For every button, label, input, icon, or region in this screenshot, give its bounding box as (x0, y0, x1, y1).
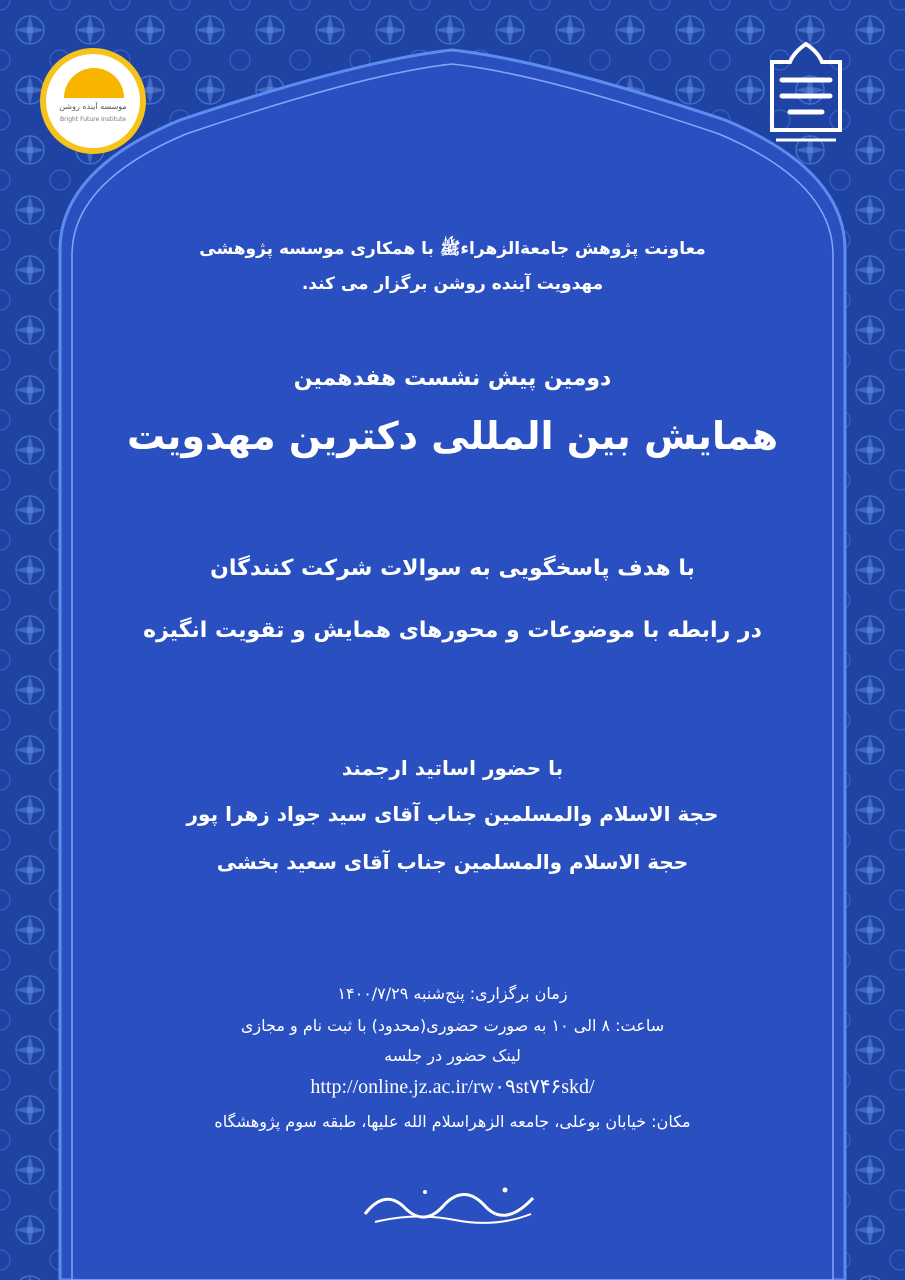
speaker-2: حجة الاسلام والمسلمین جناب آقای سعید بخشی (216, 850, 689, 874)
calligraphy-signature-icon (355, 1178, 545, 1230)
speakers-heading: با حضور اساتید ارجمند (341, 756, 564, 780)
purpose-line-1: با هدف پاسخگویی به سوالات شرکت کنندگان (210, 556, 695, 581)
institute-logo-subtext: Bright Future Institute (59, 116, 127, 123)
institute-logo-text: موسسه آینده روشن (59, 102, 127, 111)
event-title: همایش بین المللی دکترین مهدویت (126, 414, 779, 458)
meeting-link[interactable]: http://online.jz.ac.ir/rw۰۹st۷۴۶skd/ (310, 1076, 595, 1098)
sun-icon (64, 68, 124, 98)
link-label: لینک حضور در جلسه (384, 1046, 521, 1065)
institute-logo (40, 48, 146, 154)
intro-line-2: مهدویت آینده روشن برگزار می کند. (301, 274, 604, 294)
jamiat-alzahra-logo-icon (760, 40, 852, 150)
purpose-line-2: در رابطه با موضوعات و محورهای همایش و تقویت انگیزه (143, 618, 762, 643)
event-subtitle: دومین پیش نشست هفدهمین (293, 366, 612, 391)
event-date: زمان برگزاری: پنج‌شنبه ۱۴۰۰/۷/۲۹ (337, 984, 568, 1003)
event-location: مکان: خیابان بوعلی، جامعه الزهراسلام الله علیها، طبقه سوم پژوهشگاه (214, 1112, 691, 1131)
intro-line-1: معاونت پژوهش جامعةالزهراءﷺ با همکاری موسسه پژوهشی (199, 239, 706, 259)
speaker-1: حجة الاسلام والمسلمین جناب آقای سید جواد زهرا پور (186, 802, 719, 826)
event-time: ساعت: ۸ الی ۱۰ به صورت حضوری(محدود) با ثبت نام و مجازی (240, 1016, 665, 1035)
